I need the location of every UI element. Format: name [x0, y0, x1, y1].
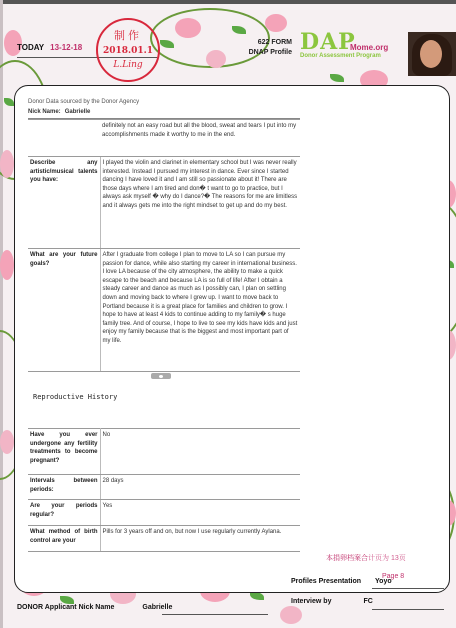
answer-cell: Pills for 3 years off and on, but now I use regularly currently Aylana. [100, 526, 300, 552]
table-row [28, 500, 300, 526]
table-row [28, 475, 300, 500]
answer-cell: No [100, 429, 300, 475]
answer-cell: definitely not an easy road but all the blood, sweat and tears I put into my accomplishments made it worthy to me in the end. [100, 120, 300, 157]
presentation-field [291, 578, 392, 585]
table-row [28, 120, 300, 157]
table-row [28, 157, 300, 249]
interview-label: Interview by [291, 598, 332, 605]
table-row [28, 249, 300, 372]
page-count-note [326, 553, 406, 563]
dap-logo [300, 29, 389, 59]
page-break-indicator[interactable] [151, 373, 171, 379]
question-cell: Intervals between periods: [28, 475, 100, 500]
donor-nick-value: Gabrielle [142, 604, 173, 611]
agent-avatar [408, 32, 456, 76]
reproductive-table [28, 428, 300, 552]
stamp-line-1: 制作 [114, 29, 142, 42]
stamp-line-2: 2018.01.1 [102, 46, 154, 56]
top-bar [0, 0, 456, 4]
today-value: 13-12-18 [50, 43, 83, 52]
stamp-line-3: L.Ling [113, 60, 143, 70]
table-row [28, 429, 300, 475]
form-id [240, 38, 292, 58]
presentation-label: Profiles Presentation [291, 578, 362, 585]
answer-cell: After I graduate from college I plan to move to LA so I can pursue my passion for dance, while also starting my career in international business. I love LA because of the city atmosphere, the ability to make a quick escape to the beach and because LA is so full of life! After I obtain a steady career and dance as much as I possibly can, I plan on settling down and moving back to where I grew up. I want to move back to Portland because it is a great place for families and children to grow. I hope to have at least 4 kids to continue adding to my family� s huge family tree. And of course, I hope to live to see my kids have kids and just enjoy my family because that is the biggest and most important part of my life. [100, 249, 300, 372]
page-count-label: 本捐卵档案合 [326, 555, 368, 562]
question-cell: Describe any artistic/musical talents you have: [28, 157, 100, 249]
source-line: Donor Data sourced by the Donor Agency [28, 99, 140, 105]
question-cell: Have you ever undergone any fertility treatments to become pregnant? [28, 429, 100, 475]
qa-table [28, 119, 300, 372]
form-number: 622 FORM [257, 39, 292, 46]
logo-site: Mome.org [350, 43, 389, 52]
question-cell [28, 120, 100, 157]
question-cell: What method of birth control are your [28, 526, 100, 552]
today-label: TODAY [17, 43, 45, 52]
interview-value: FC [363, 598, 373, 605]
section-title: Reproductive History [33, 393, 118, 401]
page-number: Page 8 [382, 573, 405, 580]
logo-text: DAP [300, 29, 356, 55]
approval-stamp [96, 18, 160, 82]
table-row [28, 526, 300, 552]
donor-nick-field [17, 604, 172, 611]
today-field [17, 43, 82, 52]
logo-tagline: Donor Assessment Program [300, 53, 381, 59]
nick-name-label: Nick Name: [28, 109, 61, 115]
answer-cell: 28 days [100, 475, 300, 500]
donor-nick-label: DONOR Applicant Nick Name [17, 604, 115, 611]
presentation-underline [372, 588, 444, 589]
answer-cell: I played the violin and clarinet in elementary school but I was never really interested. Instead I pursued my interest in dance. Ever since I started dancing I have loved it and I am still so passionate about it! There are those days where I am tired and don� t want to go to practice, but I always ask myself � why do I dance?� The reasons for me are limitless and it always gets me into the right mindset to get up and do my best. [100, 157, 300, 249]
answer-cell: Yes [100, 500, 300, 526]
nick-name-value: Gabrielle [64, 109, 91, 115]
interview-underline [372, 609, 444, 610]
presentation-value: Yoyo [375, 578, 392, 585]
interview-field [291, 598, 373, 605]
question-cell: Are your periods regular? [28, 500, 100, 526]
page-count-value: 计页为 13页 [368, 555, 406, 562]
donor-nick-underline [162, 614, 268, 615]
question-cell: What are your future goals? [28, 249, 100, 372]
nick-name-row [28, 109, 90, 115]
form-name: DNAP Profile [248, 49, 292, 56]
